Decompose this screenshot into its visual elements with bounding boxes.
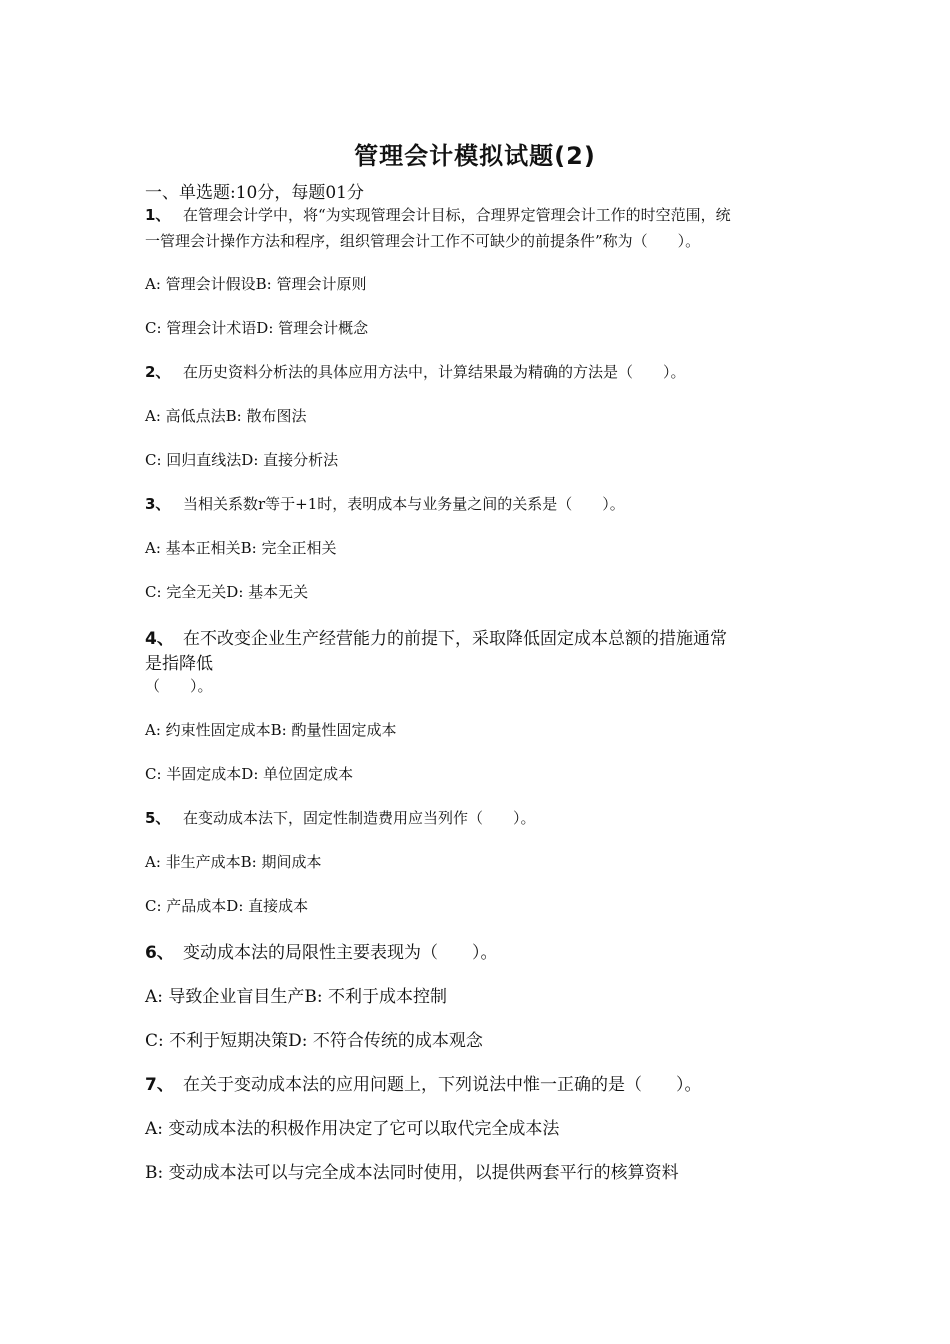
question-4 xyxy=(145,624,727,649)
question-text: 在关于变动成本法的应用问题上，下列说法中惟一正确的是（ ）。 xyxy=(183,1075,702,1095)
options-cd: C: 回归直线法D: 直接分析法 xyxy=(145,451,339,469)
question-1 xyxy=(145,204,731,225)
page-title: 管理会计模拟试题(2) xyxy=(354,142,596,170)
options-cd: C: 管理会计术语D: 管理会计概念 xyxy=(145,319,369,337)
options-ab: A: 基本正相关B: 完全正相关 xyxy=(145,539,337,557)
options-ab: A: 导致企业盲目生产B: 不利于成本控制 xyxy=(145,987,448,1007)
options-ab: A: 管理会计假设B: 管理会计原则 xyxy=(145,275,367,293)
question-2 xyxy=(145,361,686,382)
option-a: A: 变动成本法的积极作用决定了它可以取代完全成本法 xyxy=(145,1119,560,1139)
question-number: 5、 xyxy=(145,809,171,827)
options-ab: A: 约束性固定成本B: 酌量性固定成本 xyxy=(145,721,397,739)
question-text-continued: （ ）。 xyxy=(145,677,213,695)
options-cd: C: 产品成本D: 直接成本 xyxy=(145,897,309,915)
question-5 xyxy=(145,807,536,828)
question-number: 7、 xyxy=(145,1075,174,1095)
question-text: 当相关系数r等于+1时，表明成本与业务量之间的关系是（ ）。 xyxy=(183,495,625,513)
question-number: 3、 xyxy=(145,495,171,513)
section-heading: 一、单选题:10分，每题01分 xyxy=(145,183,364,203)
question-text-continued: 是指降低 xyxy=(145,654,213,674)
question-number: 2、 xyxy=(145,363,171,381)
question-text: 变动成本法的局限性主要表现为（ ）。 xyxy=(183,943,498,963)
question-number: 4、 xyxy=(145,629,174,649)
options-cd: C: 完全无关D: 基本无关 xyxy=(145,583,309,601)
options-ab: A: 非生产成本B: 期间成本 xyxy=(145,853,322,871)
option-b: B: 变动成本法可以与完全成本法同时使用，以提供两套平行的核算资料 xyxy=(145,1163,679,1183)
question-text-continued: 一管理会计操作方法和程序，组织管理会计工作不可缺少的前提条件”称为（ ）。 xyxy=(145,232,701,250)
question-text: 在不改变企业生产经营能力的前提下，采取降低固定成本总额的措施通常 xyxy=(183,629,727,649)
question-3 xyxy=(145,493,625,514)
question-text: 在变动成本法下，固定性制造费用应当列作（ ）。 xyxy=(183,809,536,827)
options-cd: C: 半固定成本D: 单位固定成本 xyxy=(145,765,354,783)
question-text: 在管理会计学中，将“为实现管理会计目标，合理界定管理会计工作的时空范围，统 xyxy=(183,206,731,224)
question-number: 1、 xyxy=(145,206,171,224)
question-6 xyxy=(145,938,498,963)
question-text: 在历史资料分析法的具体应用方法中，计算结果最为精确的方法是（ ）。 xyxy=(183,363,686,381)
question-number: 6、 xyxy=(145,943,174,963)
options-ab: A: 高低点法B: 散布图法 xyxy=(145,407,307,425)
options-cd: C: 不利于短期决策D: 不符合传统的成本观念 xyxy=(145,1031,483,1051)
question-7 xyxy=(145,1070,702,1095)
